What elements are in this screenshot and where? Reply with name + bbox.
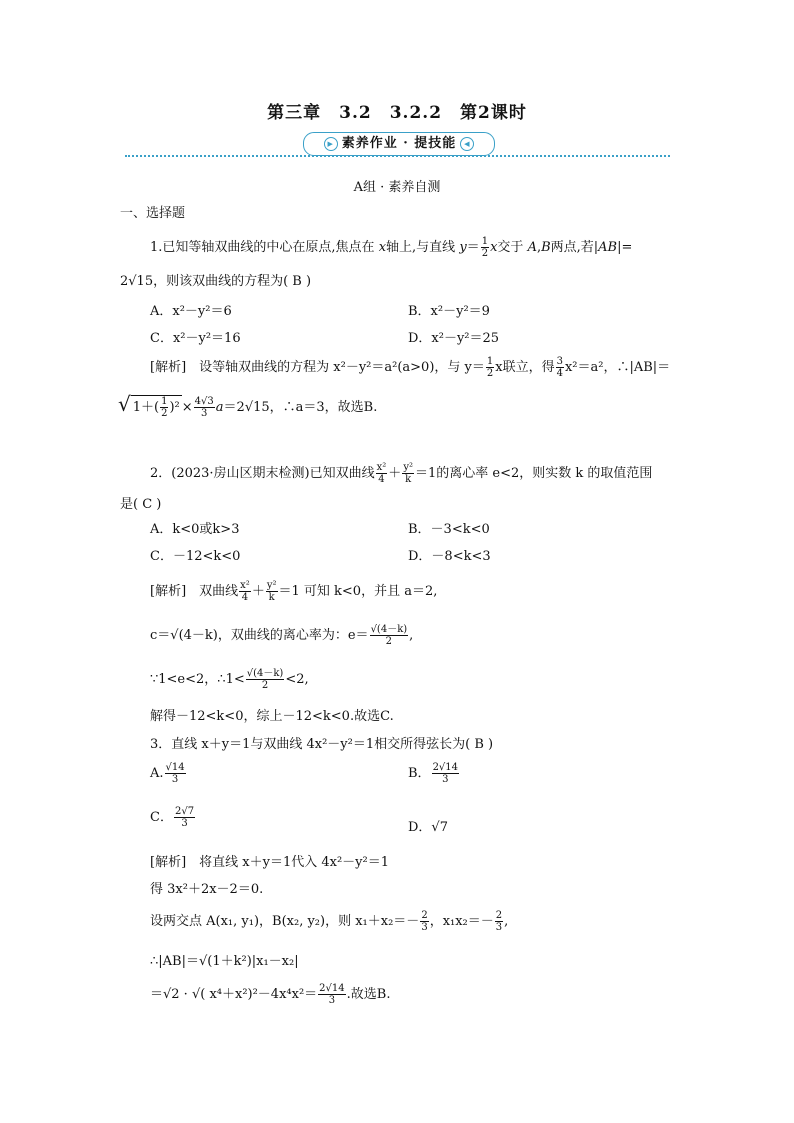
part-heading: 一、选择题 [120, 206, 186, 221]
q2-option-b: B．－3<k<0 [408, 522, 490, 537]
section-heading: A组 · 素养自测 [353, 180, 441, 195]
q1-stem-line2: 2√15，则该双曲线的方程为( B ) [120, 274, 312, 289]
q2-analysis-line3: ∵1<e<2，∴1< $\frac{√(4-k)}{2}$ <2, [150, 668, 309, 691]
q3-analysis-line2: 得 3x²＋2x－2＝0. [150, 882, 264, 897]
q2-analysis-line2: c＝√(4－k)，双曲线的离心率为：e＝ $\frac{√(4-k)}{2}$ , [150, 624, 414, 647]
q1-option-a: A．x²－y²＝6 [150, 304, 232, 319]
q1-analysis-line2: √ 1＋( $\frac{1}{2}$ )² × $\frac{4√3}{3}$ a＝2√15，∴a＝3，故选B. [118, 392, 378, 419]
q2-analysis-line1: [解析] 双曲线 $\frac{\text{x²}}{4}$ ＋ $\frac{\text{y²}}{k}$ ＝1 可知 k<0，并且 a＝2, [150, 580, 438, 603]
play-right-icon: ▶ [324, 137, 338, 151]
q3-analysis-line3: 设两交点 A(x₁, y₁)，B(x₂, y₂)，则 x₁＋x₂＝－ $\frac{2}{3}$ ，x₁x₂＝－ $\frac{2}{3}$ , [150, 910, 509, 933]
q1-stem-line1: 1.已知等轴双曲线的中心在原点,焦点在 x轴上,与直线 y＝ $\frac{1}{2}$ x交于 A,B两点,若|AB|= [150, 236, 633, 259]
q3-stem: 3．直线 x＋y＝1与双曲线 4x²－y²＝1相交所得弦长为( B ) [150, 737, 494, 752]
q2-option-c: C．－12<k<0 [150, 549, 241, 564]
q3-analysis-line5: ＝√2 · √( x⁴＋x²)²－4x⁴x²＝ $\frac{2√14}{3}$ .故选B. [150, 983, 391, 1006]
q3-analysis-line1: [解析] 将直线 x＋y＝1代入 4x²－y²＝1 [150, 855, 389, 870]
q2-stem-line2: 是( C ) [120, 497, 162, 512]
banner-label: 素养作业 · 提技能 [341, 136, 457, 151]
q1-option-d: D．x²－y²＝25 [408, 331, 500, 346]
banner [125, 132, 670, 158]
q1-option-b: B．x²－y²＝9 [408, 304, 490, 319]
q2-stem-line1: 2．(2023·房山区期末检测)已知双曲线 $\frac{\text{x²}}{4}$ ＋ $\frac{\text{y²}}{k}$ ＝1的离心率 e<2，则实数 k 的取值范围 [150, 462, 653, 485]
q1-option-c: C．x²－y²＝16 [150, 331, 241, 346]
banner-pill [303, 132, 495, 156]
q2-option-a: A．k<0或k>3 [150, 522, 240, 537]
q3-option-b: B． $\frac{2√14}{3}$ [408, 762, 459, 785]
q3-option-a: A. $\frac{√14}{3}$ [150, 762, 185, 785]
q1-analysis-line1: [解析] 设等轴双曲线的方程为 x²－y²＝a²(a>0)，与 y＝ $\frac{1}{2}$ x联立，得 $\frac{3}{4}$ x²＝a²，∴|AB|＝ [150, 356, 671, 379]
q3-option-d: D．√7 [408, 820, 448, 835]
q3-analysis-line4: ∴|AB|＝√(1＋k²)|x₁－x₂| [150, 954, 299, 969]
q2-option-d: D．－8<k<3 [408, 549, 491, 564]
q2-analysis-line4: 解得－12<k<0，综上－12<k<0.故选C. [150, 709, 394, 724]
page-title: 第三章 3.2 3.2.2 第2课时 [267, 103, 527, 123]
play-left-icon: ◀ [460, 137, 474, 151]
q3-option-c: C． $\frac{2√7}{3}$ [150, 806, 195, 829]
